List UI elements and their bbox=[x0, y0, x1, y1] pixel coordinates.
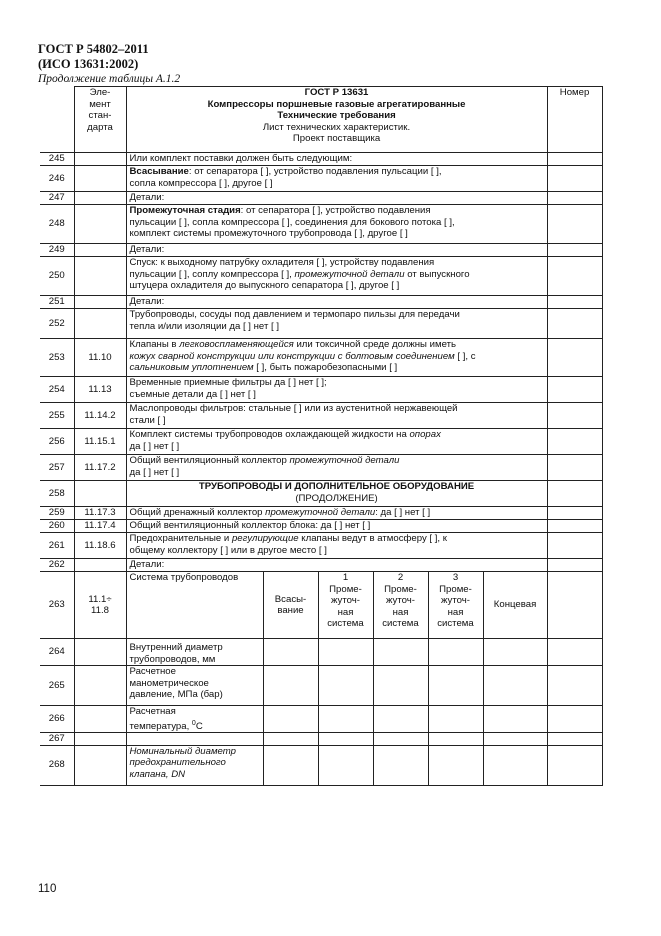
table-row: 266 Расчетная температура, $^0$С bbox=[40, 706, 602, 733]
table-row: 256 11.15.1 Комплект системы трубопроводов охлаждающей жидкости на опорах да [ ] нет [ ] bbox=[40, 429, 602, 455]
piping-system-header-row: 263 11.1÷ 11.8 Система трубопроводов Всасы- вание 1 Проме- жуточ- ная система 2 Проме- жуточ- ная система 3 Проме- жуточ- ная система Концевая bbox=[40, 572, 602, 639]
table-row: 250 Спуск: к выходному патрубку охладителя [ ], устройству подавления пульсации [ ], соплу компрессора [ ], промежуточной детали от выпускного штуцера охладителя до выпускного сепаратора [ ], другое [ ] bbox=[40, 257, 602, 296]
table-row: 251 Детали: bbox=[40, 296, 602, 309]
characteristics-table bbox=[40, 86, 603, 786]
table-row: 249 Детали: bbox=[40, 244, 602, 257]
table-row: 252 Трубопроводы, сосуды под давлением и термопарo пильзы для передачи тепла и/или изоляции да [ ] нет [ ] bbox=[40, 309, 602, 339]
table-row: 258 ТРУБОПРОВОДЫ И ДОПОЛНИТЕЛЬНОЕ ОБОРУДОВАНИЕ (ПРОДОЛЖЕНИЕ) bbox=[40, 481, 602, 507]
table-row: 247 Детали: bbox=[40, 192, 602, 205]
standard-number: ГОСТ Р 54802–2011 bbox=[38, 42, 149, 56]
table-row: 264 Внутренний диаметр трубопроводов, мм bbox=[40, 639, 602, 666]
table-row: 267 bbox=[40, 733, 602, 746]
table-header-row bbox=[40, 87, 602, 153]
table-row: 253 11.10 Клапаны в легковоспламеняющейся или токсичной среде должны иметь кожух сварной конструкции или конструкции с болтовым соединением [ ], с сальниковым уплотнением [ ], быть пожаробезопасными [ ] bbox=[40, 339, 602, 377]
table-row: 261 11.18.6 Предохранительные и регулирующие клапаны ведут в атмосферу [ ], к общему коллектору [ ] или в другое место [ ] bbox=[40, 533, 602, 559]
table-row: 248 Промежуточная стадия: от сепаратора [ ], устройство подавления пульсации [ ], сопла компрессора [ ], соединения для бокового потока [ ], комплект системы промежуточного трубопровода [ ], другое [ ] bbox=[40, 205, 602, 244]
table-title-cell: ГОСТ Р 13631 Компрессоры поршневые газовые агрегатированные Технические требования Лист технических характеристик. Проект поставщика bbox=[126, 87, 547, 153]
page-number: 110 bbox=[38, 883, 57, 895]
table-row: 246 Всасывание: от сепаратора [ ], устройство подавления пульсации [ ], сопла компрессора [ ], другое [ ] bbox=[40, 166, 602, 192]
table-row: 254 11.13 Временные приемные фильтры да [ ] нет [ ]; съемные детали да [ ] нет [ ] bbox=[40, 377, 602, 403]
element-column-header: Эле- мент стан- дарта bbox=[74, 87, 126, 153]
table-row: 257 11.17.2 Общий вентиляционный коллектор промежуточной детали да [ ] нет [ ] bbox=[40, 455, 602, 481]
table-row: 255 11.14.2 Маслопроводы фильтров: стальные [ ] или из аустенитной нержавеющей стали [ ] bbox=[40, 403, 602, 429]
table-continuation-caption: Продолжение таблицы А.1.2 bbox=[38, 73, 181, 85]
table-row: 268 Номинальный диаметр предохранительного клапана, DN bbox=[40, 745, 602, 785]
table-row: 262 Детали: bbox=[40, 559, 602, 572]
table-row: 259 11.17.3 Общий дренажный коллектор промежуточной детали: да [ ] нет [ ] bbox=[40, 507, 602, 520]
piping-system-label: Система трубопроводов bbox=[126, 572, 263, 639]
table-row: 265 Расчетное манометрическое давление, МПа (бар) bbox=[40, 666, 602, 706]
table-row: 260 11.17.4 Общий вентиляционный коллектор блока: да [ ] нет [ ] bbox=[40, 520, 602, 533]
table-row: 245 Или комплект поставки должен быть следующим: bbox=[40, 153, 602, 166]
iso-reference: (ИСО 13631:2002) bbox=[38, 57, 139, 71]
number-column-header: Номер bbox=[547, 87, 602, 153]
